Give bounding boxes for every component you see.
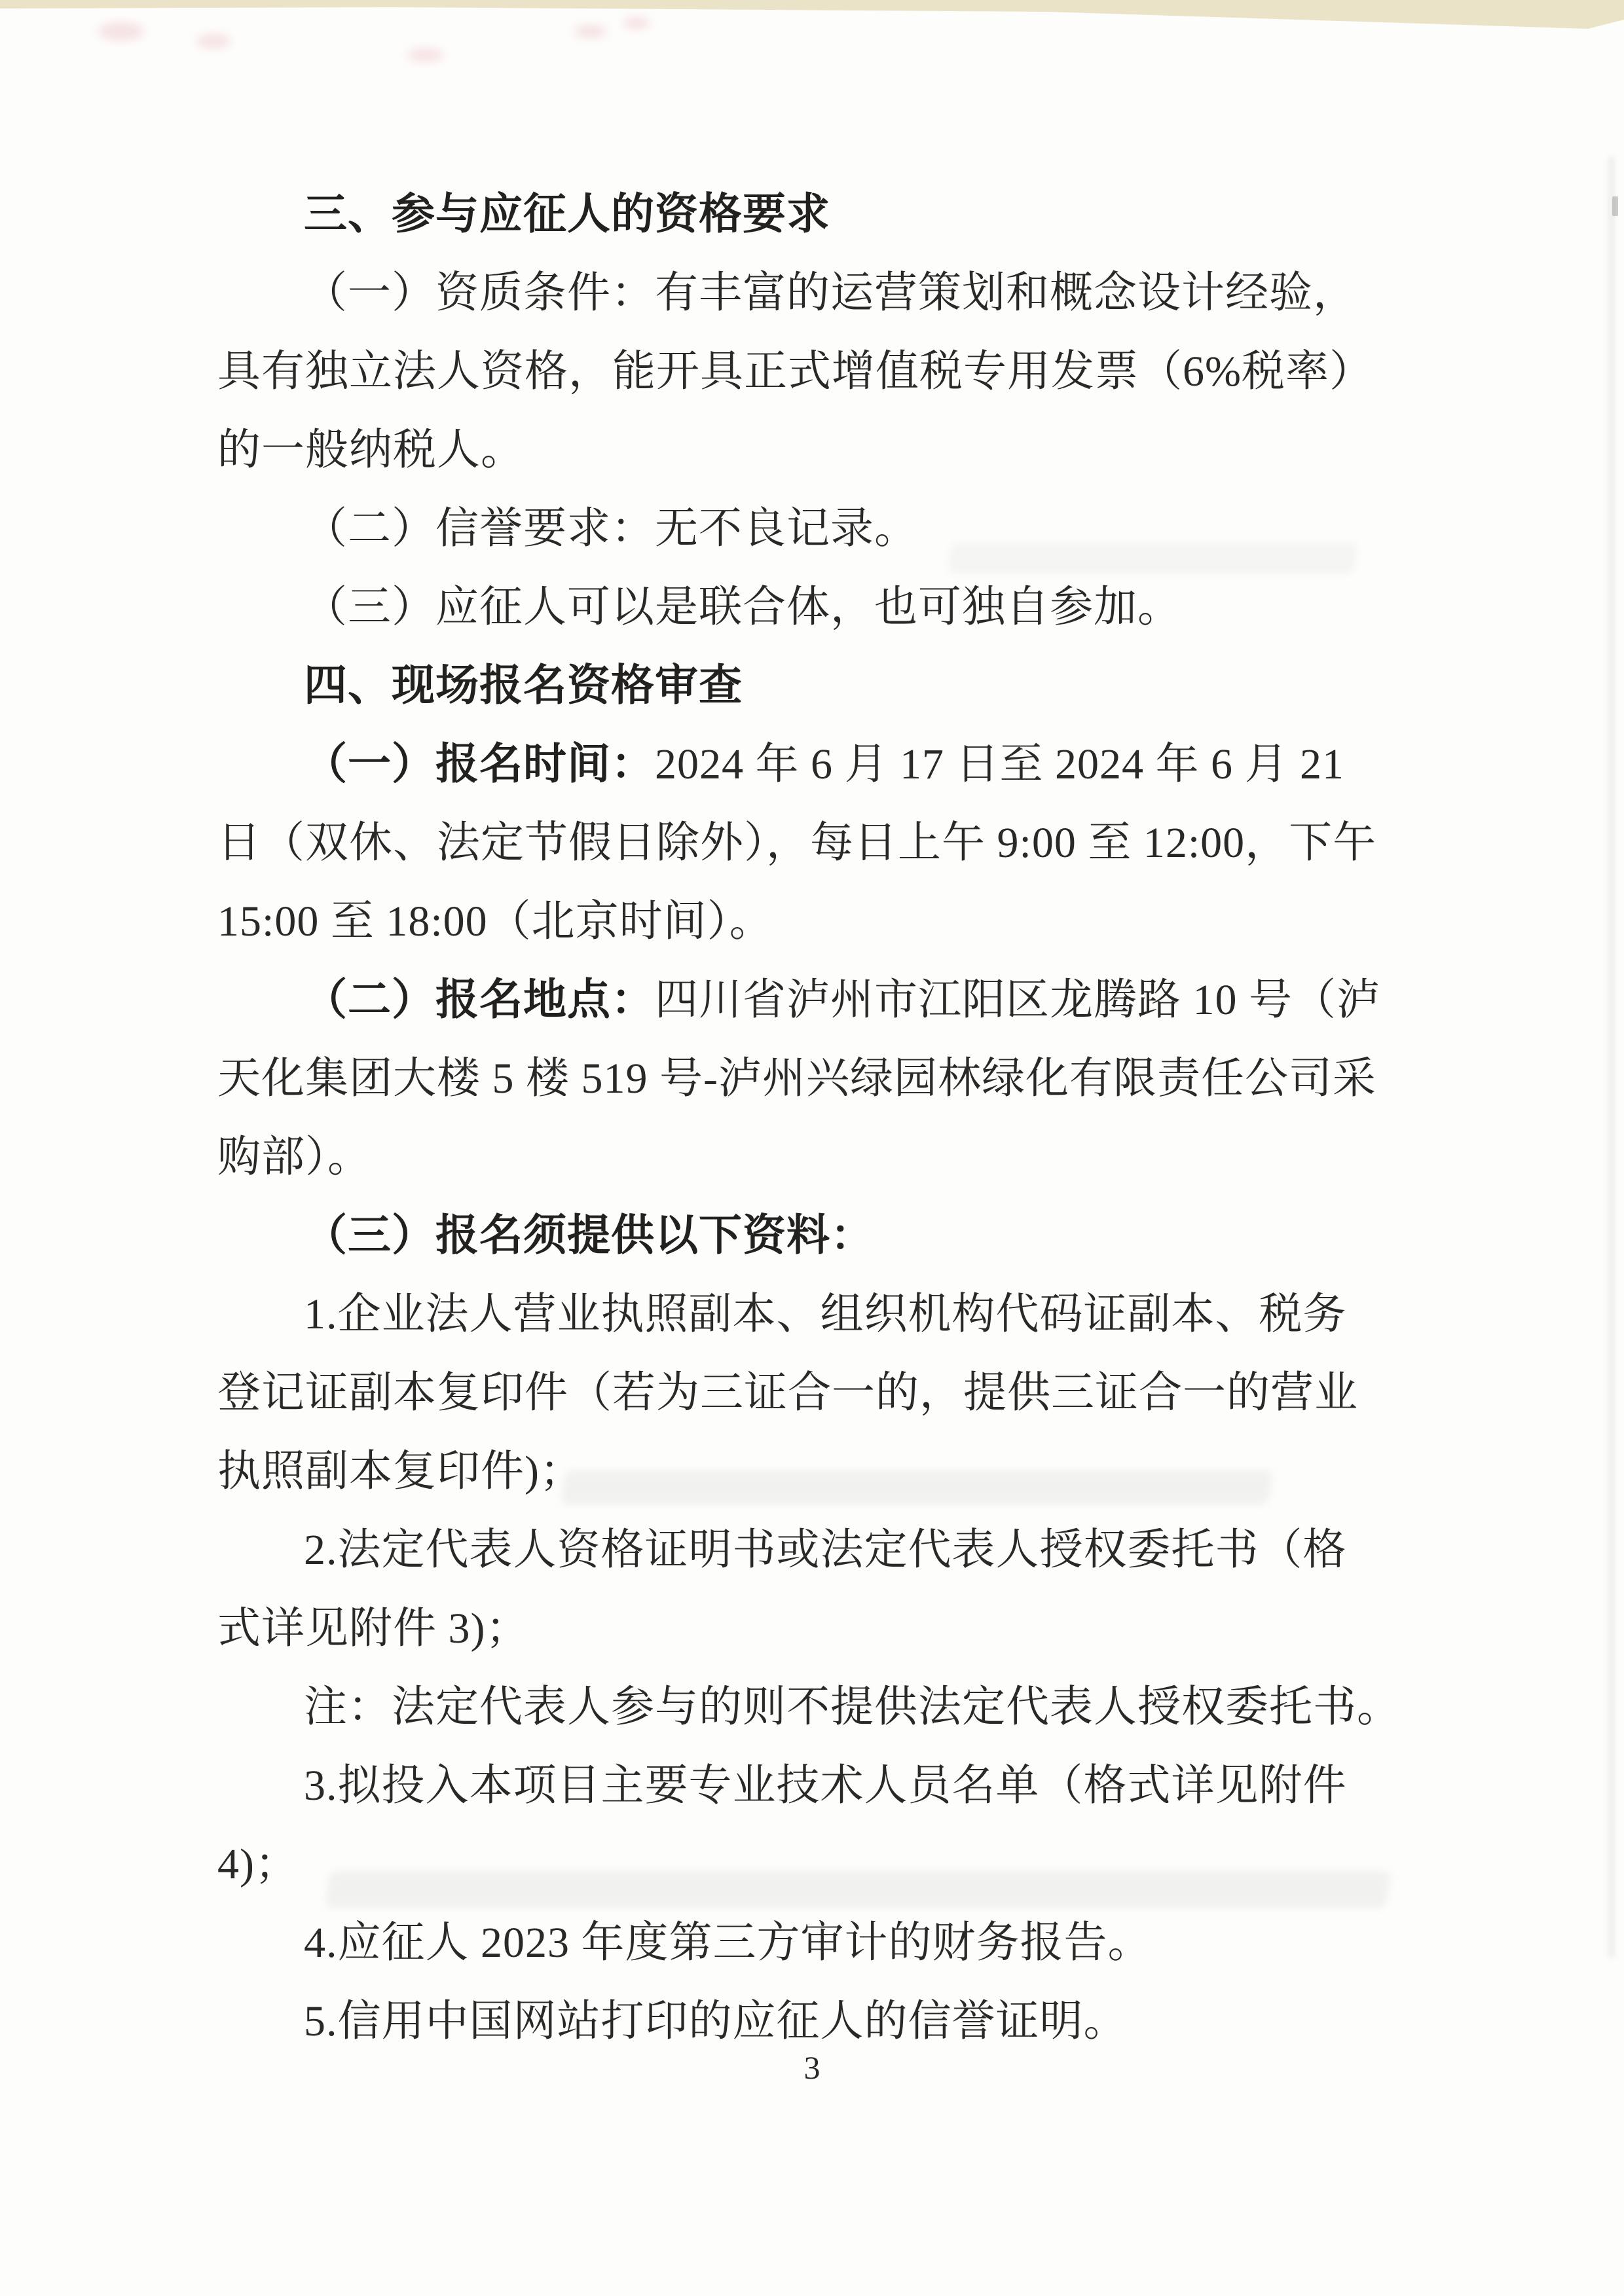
scan-edge-artifact	[0, 0, 1624, 33]
text-line	[217, 1118, 1404, 1197]
document-body	[217, 175, 1404, 2061]
scan-edge-shadow	[1608, 157, 1615, 1958]
text-line	[217, 175, 1404, 254]
text-segment: 15:00 至 18:00（北京时间）。	[217, 898, 773, 945]
scan-smudge	[575, 25, 606, 38]
text-line	[217, 333, 1404, 411]
scan-smudge	[623, 17, 650, 29]
text-line	[217, 1511, 1404, 1590]
text-segment: 2024 年 6 月 17 日至 2024 年 6 月 21	[655, 740, 1344, 788]
text-line	[217, 1432, 1404, 1511]
text-segment: 4.应征人 2023 年度第三方审计的财务报告。	[304, 1919, 1152, 1967]
text-segment: 日（双休、法定节假日除外），每日上午 9:00 至 12:00，下午	[217, 819, 1377, 867]
text-segment: 四川省泸州市江阳区龙腾路 10 号（泸	[655, 976, 1380, 1024]
text-line	[217, 725, 1404, 804]
text-segment: 具有独立法人资格，能开具正式增值税专用发票（6%税率）	[217, 348, 1373, 395]
text-line	[217, 568, 1404, 647]
text-line	[217, 647, 1404, 725]
text-line	[217, 804, 1404, 883]
text-segment: 1.企业法人营业执照副本、组织机构代码证副本、税务	[304, 1290, 1347, 1338]
text-segment: 的一般纳税人。	[217, 426, 525, 474]
text-line	[217, 1590, 1404, 1668]
text-line	[217, 1904, 1404, 1982]
text-line	[217, 1040, 1404, 1118]
bold-label: （三）报名须提供以下资料：	[304, 1212, 874, 1260]
bold-label: （一）报名时间：	[304, 740, 655, 788]
text-line	[217, 490, 1404, 568]
text-segment: （二）信誉要求：无不良记录。	[304, 505, 918, 553]
text-line	[217, 1354, 1404, 1432]
scan-smudge	[98, 22, 144, 41]
text-line	[217, 1668, 1404, 1747]
scan-smudge	[196, 34, 231, 48]
text-segment: 登记证副本复印件（若为三证合一的，提供三证合一的营业	[217, 1369, 1358, 1417]
text-line	[217, 883, 1404, 961]
text-line	[217, 411, 1404, 490]
text-segment: 执照副本复印件)；	[217, 1448, 583, 1495]
text-line	[217, 254, 1404, 333]
text-segment: 购部）。	[217, 1133, 371, 1181]
page-number: 3	[803, 2049, 821, 2086]
text-line	[217, 961, 1404, 1040]
text-segment: 5.信用中国网站打印的应征人的信誉证明。	[304, 1997, 1128, 2045]
scan-mark-artifact	[1612, 196, 1618, 216]
text-segment: （一）资质条件：有丰富的运营策划和概念设计经验，	[304, 269, 1357, 317]
text-line	[217, 1825, 1404, 1904]
text-segment: 注：法定代表人参与的则不提供法定代表人授权委托书。	[304, 1683, 1401, 1731]
text-line	[217, 1275, 1404, 1354]
bold-label: 三、参与应征人的资格要求	[304, 191, 830, 238]
text-line	[217, 1197, 1404, 1275]
text-segment: 4)；	[217, 1840, 299, 1888]
text-segment: 式详见附件 3)；	[217, 1605, 530, 1652]
scan-smudge	[407, 48, 444, 62]
text-segment: 3.拟投入本项目主要专业技术人员名单（格式详见附件	[304, 1762, 1347, 1810]
text-segment: 2.法定代表人资格证明书或法定代表人授权委托书（格	[304, 1526, 1347, 1574]
text-segment: （三）应征人可以是联合体，也可独自参加。	[304, 583, 1181, 631]
text-segment: 天化集团大楼 5 楼 519 号-泸州兴绿园林绿化有限责任公司采	[217, 1055, 1376, 1102]
text-line	[217, 1747, 1404, 1825]
bold-label: （二）报名地点：	[304, 976, 655, 1024]
bold-label: 四、现场报名资格审查	[304, 662, 743, 710]
